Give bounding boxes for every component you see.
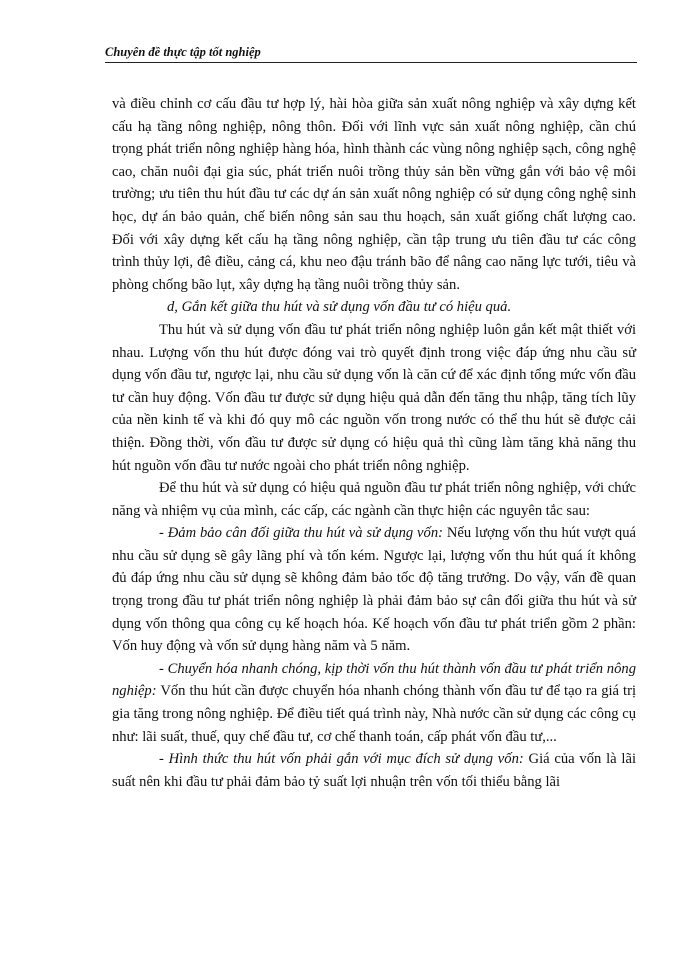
page-header bbox=[105, 44, 637, 63]
principle-3-text: Giá của vốn là lãi suất nên khi đầu tư phải đảm bảo tỷ suất lợi nhuận trên vốn tối thiểu bằng lãi bbox=[112, 751, 636, 790]
paragraph-6 bbox=[112, 748, 636, 793]
paragraph-3: Để thu hút và sử dụng có hiệu quả nguồn đầu tư phát triển nông nghiệp, với chức năng và nhiệm vụ của mình, các cấp, các ngành cần thực hiện các nguyên tắc sau: bbox=[112, 480, 636, 519]
header-title: Chuyên đề thực tập tốt nghiệp bbox=[105, 45, 261, 59]
paragraph-1: và điều chỉnh cơ cấu đầu tư hợp lý, hài hòa giữa sản xuất nông nghiệp và xây dựng kết cấu hạ tầng nông nghiệp, nông thôn. Đối với lĩnh vực sản xuất nông nghiệp, cần chú trọng phát triển nông nghiệp hàng hóa, hình thành các vùng nông nghiệp sạch, công nghệ cao, chăn nuôi đại gia súc, phát triển nuôi trồng thủy sản bền vững gắn với bảo vệ môi trường; ưu tiên thu hút đầu tư các dự án sản xuất nông nghiệp có sử dụng công nghệ sinh học, dự án bảo quản, chế biến nông sản sau thu hoạch, sản xuất giống chất lượng cao. Đối với xây dựng kết cấu hạ tầng nông nghiệp, cần tập trung ưu tiên đầu tư các công trình thủy lợi, đê điều, cảng cá, khu neo đậu tránh bão để nâng cao năng lực tưới, tiêu và phòng chống bão lụt, xây dựng hạ tầng nuôi trồng thủy sản. bbox=[112, 96, 636, 293]
principle-2-title: - Chuyển hóa nhanh chóng, kịp thời vốn thu hút thành vốn đầu tư phát triển nông nghiệp: bbox=[112, 660, 636, 700]
principle-2-text: Vốn thu hút cần được chuyển hóa nhanh chóng thành vốn đầu tư để tạo ra giá trị gia tăng trong nông nghiệp. Để điều tiết quá trình này, Nhà nước cần sử dụng các công cụ như: lãi suất, thuế, quy chế đầu tư, cơ chế thanh toán, cấp phát vốn đầu tư,... bbox=[112, 683, 636, 745]
paragraph-4 bbox=[112, 522, 636, 658]
section-heading-d: d, Gắn kết giữa thu hút và sử dụng vốn đầu tư có hiệu quả. bbox=[167, 299, 512, 316]
paragraph-5 bbox=[112, 658, 636, 748]
principle-3-title: - Hình thức thu hút vốn phải gắn với mục đích sử dụng vốn: bbox=[159, 751, 524, 768]
principle-1-text: Nếu lượng vốn thu hút vượt quá nhu cầu sử dụng sẽ gây lãng phí và tốn kém. Ngược lại, lượng vốn thu hút quá ít không đủ đáp ứng nhu cầu sử dụng sẽ không đảm bảo tốc độ tăng trưởng. Do vậy, vấn đề quan trọng trong đầu tư phát triển nông nghiệp là phải đảm bảo sự cân đối giữa thu hút và sử dụng vốn thông qua công cụ kế hoạch hóa. Kế hoạch vốn đầu tư phát triển gồm 2 phần: Vốn huy động và vốn sử dụng hàng năm và 5 năm. bbox=[112, 525, 636, 655]
principle-1-title: - Đảm bảo cân đối giữa thu hút và sử dụng vốn: bbox=[159, 525, 443, 542]
paragraph-2: Thu hút và sử dụng vốn đầu tư phát triển nông nghiệp luôn gắn kết mật thiết với nhau. Lượng vốn thu hút được đóng vai trò quyết định trong việc đáp ứng nhu cầu sử dụng vốn đầu tư, ngược lại, nhu cầu sử dụng vốn là căn cứ để xác định tổng mức vốn đầu tư cần huy động. Vốn đầu tư được sử dụng hiệu quả dẫn đến tăng thu nhập, tăng tích lũy của nền kinh tế và khi đó quy mô các nguồn vốn trong nước có thể thu hút sẽ được cải thiện. Đồng thời, vốn đầu tư được sử dụng có hiệu quả thì cũng làm tăng khả năng thu hút nguồn vốn đầu tư nước ngoài cho phát triển nông nghiệp. bbox=[112, 321, 636, 474]
document-body bbox=[112, 93, 636, 793]
